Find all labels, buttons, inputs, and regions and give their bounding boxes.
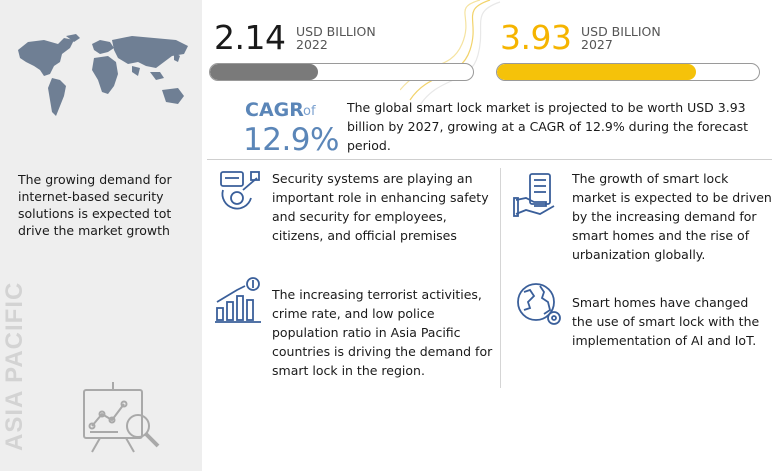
- metric-2022-year: 2022: [296, 37, 328, 52]
- security-camera-icon: [213, 168, 263, 216]
- metric-2027-year: 2027: [581, 37, 613, 52]
- world-map-icon: [14, 32, 194, 127]
- growth-chart-icon: [213, 276, 263, 324]
- divider-horizontal: [207, 159, 772, 160]
- point-smart-homes: Smart homes have changed the use of smart lock with the implementation of AI and IoT.: [572, 295, 760, 348]
- point-terrorist-activities: The increasing terrorist activities, crime rate, and low police population ratio in Asia Pacific countries is driving the demand for smart lock in the region.: [272, 287, 493, 378]
- cagr-label: CAGR: [245, 99, 304, 121]
- money-hand-icon: [512, 170, 562, 218]
- metric-2022-bar: [209, 63, 474, 81]
- sidebar: [0, 0, 202, 471]
- analysis-board-icon: [80, 380, 166, 454]
- market-summary: The global smart lock market is projected to be worth USD 3.93 billion by 2027, growing at a CAGR of 12.9% during the forecast period.: [347, 100, 749, 153]
- metric-2022-unit: USD BILLION: [296, 24, 376, 39]
- cagr-of: of: [303, 104, 316, 119]
- divider-vertical: [500, 168, 501, 388]
- metric-2027-value: 3.93: [500, 18, 572, 57]
- point-security-systems: Security systems are playing an important role in enhancing safety and security for employees, citizens, and official premises: [272, 171, 489, 243]
- metric-2027-bar: [496, 63, 760, 81]
- region-label: ASIA PACIFIC: [1, 281, 28, 451]
- point-smart-lock-growth: The growth of smart lock market is expected to be driven by the increasing demand for smart homes and the rise of urbanization globally.: [572, 171, 772, 262]
- metric-2022-bar-fill: [210, 64, 318, 80]
- sidebar-description: The growing demand for internet-based security solutions is expected tot drive the market growth: [18, 172, 172, 238]
- metric-2022-value: 2.14: [214, 18, 286, 57]
- metric-2027-unit: USD BILLION: [581, 24, 661, 39]
- metric-2027-bar-fill: [497, 64, 696, 80]
- cagr-value: 12.9%: [243, 122, 339, 158]
- globe-gear-icon: [514, 280, 564, 328]
